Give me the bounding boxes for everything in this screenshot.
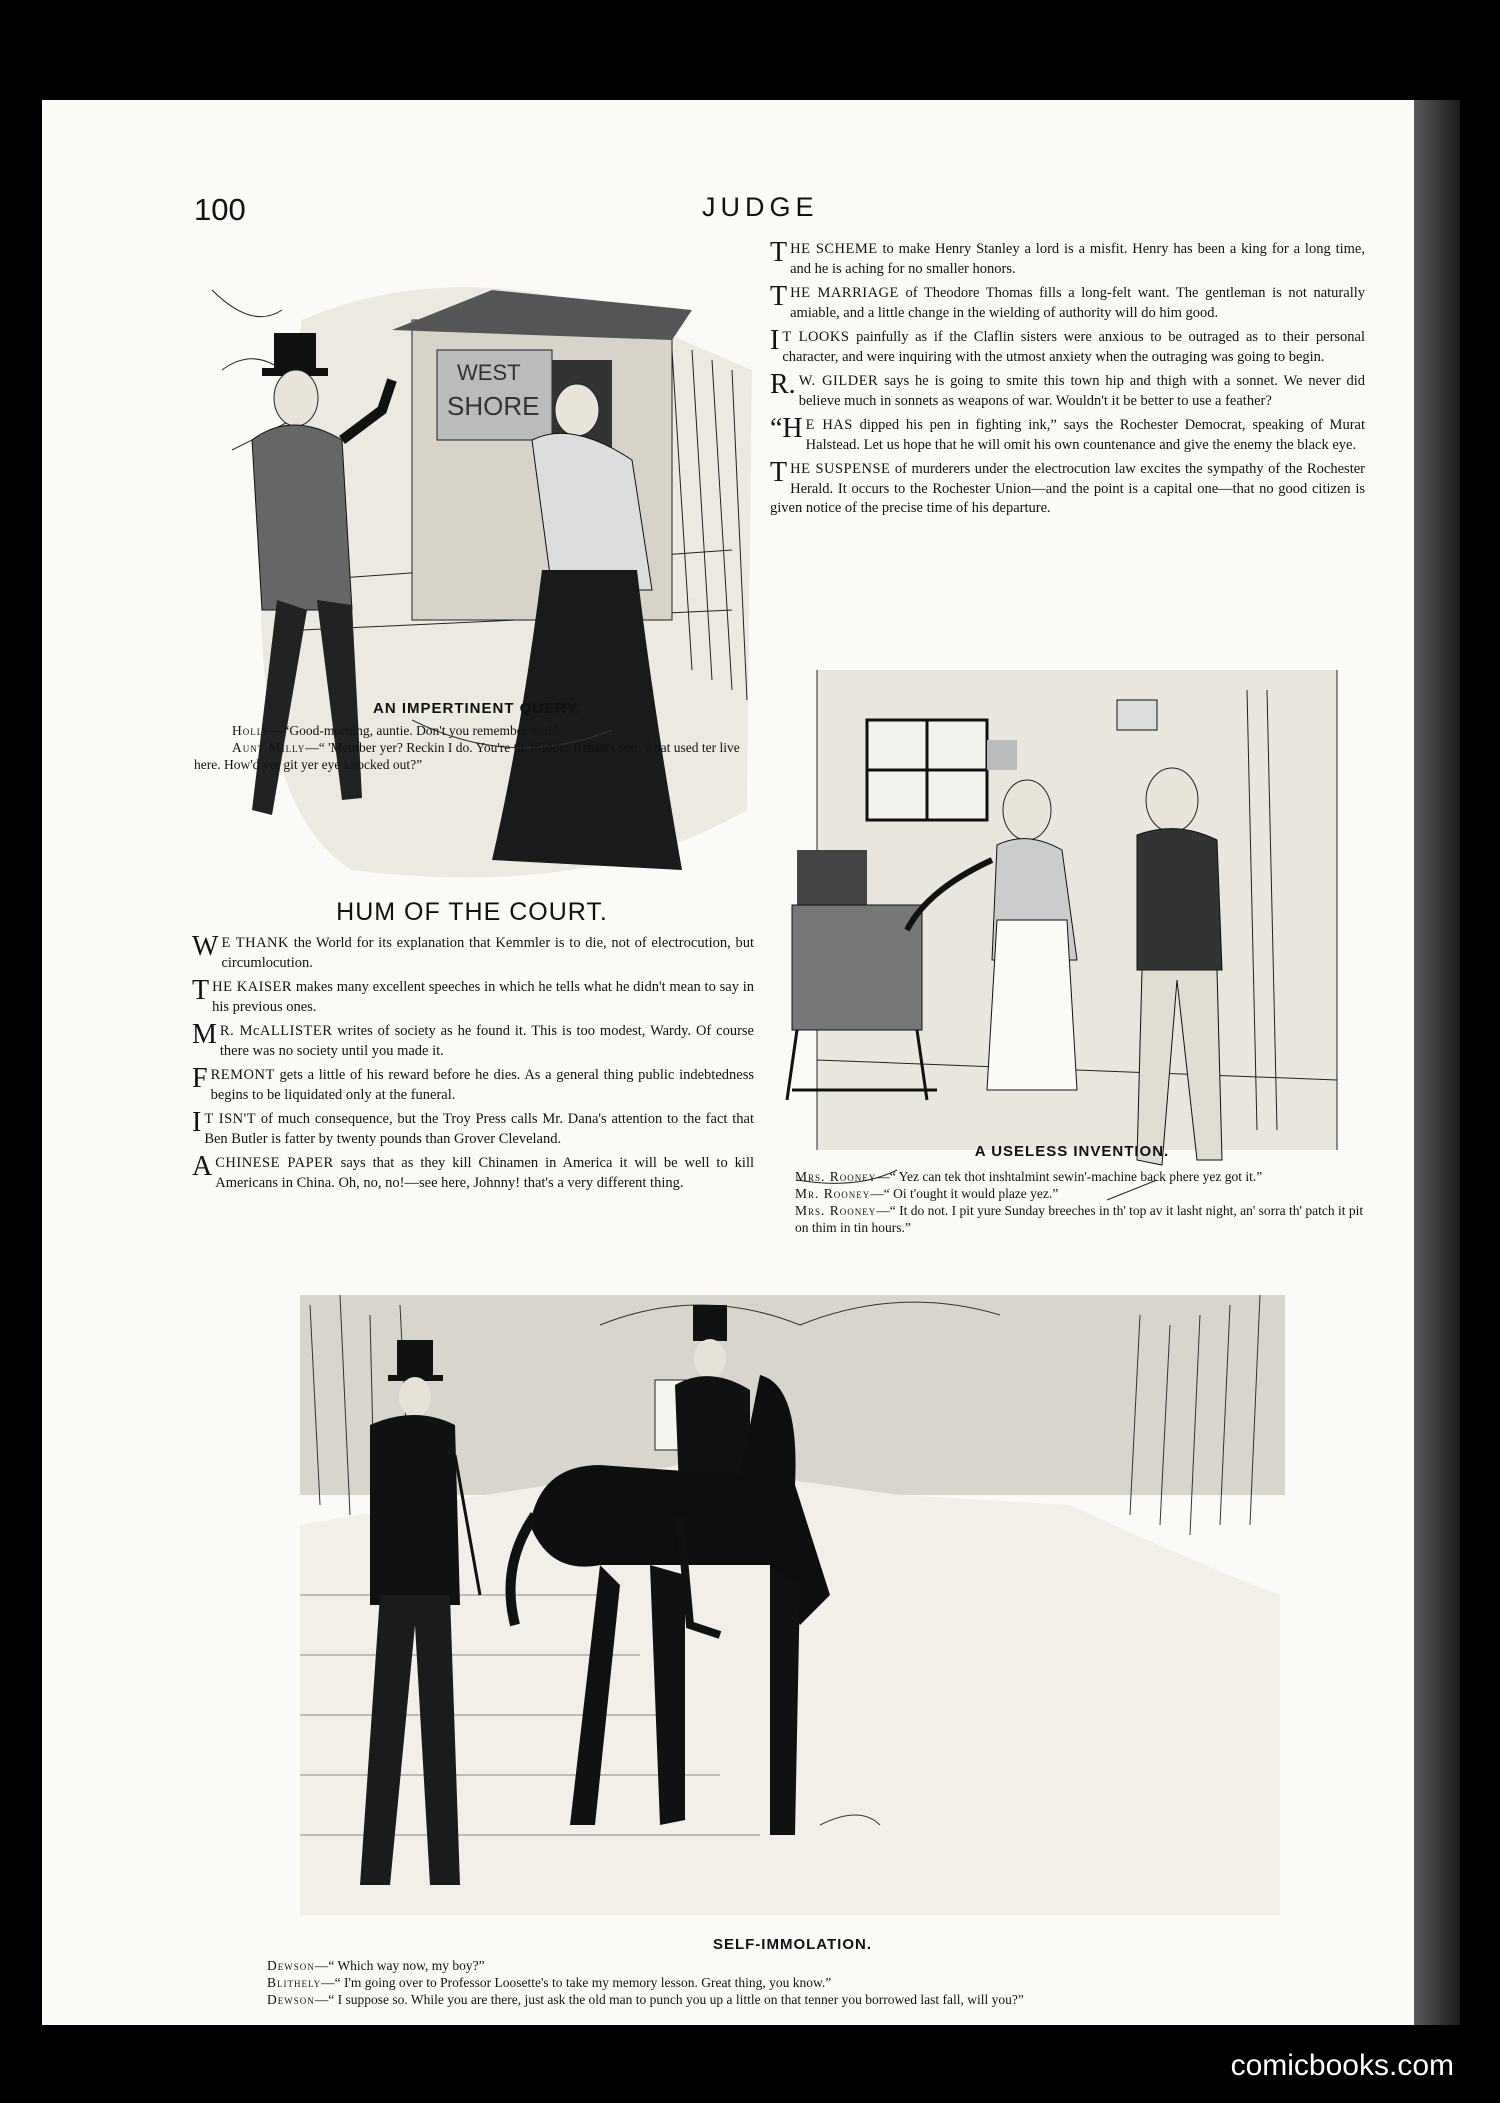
sign-text-west: WEST	[457, 360, 521, 385]
cartoon3-title: SELF-IMMOLATION.	[712, 1936, 873, 1953]
cartoon2-line	[777, 1185, 1370, 1202]
sign-text-shore: SHORE	[447, 391, 540, 421]
book-spine	[1414, 100, 1460, 2025]
hum-paragraph: M R. McALLISTER writes of society as he found it. This is too modest, Wardy. Of course there was no society until you made it.	[192, 1019, 754, 1059]
cartoon-self-immolation-illustration	[300, 1265, 1285, 1920]
hum-column	[192, 931, 755, 1198]
dialog-text: —“Good-morning, auntie. Don't you remember me?”	[269, 723, 560, 738]
item-paragraph: R. W. GILDER says he is going to smite this town hip and thigh with a sonnet. We never did believe much in sonnets as weapons of war. Wouldn't it be better to use a feather?	[770, 369, 1365, 409]
cartoon1-dialog	[194, 722, 762, 773]
hum-paragraph: I T ISN'T of much consequence, but the Troy Press calls Mr. Dana's attention to the fact that Ben Butler is fatter by twenty pounds than Grover Cleveland.	[192, 1107, 754, 1147]
cartoon2-line	[777, 1202, 1370, 1236]
item-paragraph: THE MARRIAGE of Theodore Thomas fills a long-felt want. The gentleman is not naturally amiable, and a little change in the wielding of authority will do him good.	[770, 281, 1365, 321]
cartoon1-line	[194, 739, 762, 773]
cartoon-impertinent-query-illustration	[192, 250, 762, 890]
item-paragraph: I T LOOKS painfully as if the Claflin sisters were anxious to be outraged as to their personal character, and were inquiring with the utmost anxiety when the outraging was going to begin.	[770, 325, 1366, 365]
hum-paragraph: THE KAISER makes many excellent speeches in which he tells what he didn't mean to say in his previous ones.	[192, 975, 754, 1015]
watermark: comicbooks.com	[1230, 2049, 1454, 2082]
cartoon2-dialog	[777, 1168, 1370, 1236]
hum-of-the-court-heading: HUM OF THE COURT.	[336, 898, 608, 926]
speaker-name: Dewson	[267, 1992, 315, 2007]
cartoon3-line	[267, 1991, 1367, 2008]
speaker-name: Dewson	[267, 1958, 315, 1973]
item-paragraph: “H E HAS dipped his pen in fighting ink,” says the Rochester Democrat, speaking of Murat Halstead. Let us hope that he will omit his own countenance and give the enemy the black eye.	[770, 413, 1365, 453]
cartoon1-title: AN IMPERTINENT QUERY.	[373, 700, 581, 717]
page-number: 100	[194, 192, 246, 227]
hum-paragraph: W E THANK the World for its explanation that Kemmler is to die, not of electrocution, but circumlocution.	[192, 931, 755, 971]
hum-paragraph: A CHINESE PAPER says that as they kill Chinamen in America it will be well to kill Americans in China. Oh, no, no!—see here, Johnny! that's a very different thing.	[192, 1151, 754, 1191]
cartoon3-dialog	[267, 1957, 1367, 2008]
hum-paragraph: FREMONT gets a little of his reward before he dies. As a general thing public indebtedness begins to be liquidated only at the funeral.	[192, 1063, 754, 1103]
item-paragraph: THE SUSPENSE of murderers under the electrocution law excites the sympathy of the Rochester Herald. It occurs to the Rochester Union—and the point is a capital one—that no good citizen is given notice of the precise time of his departure.	[770, 457, 1365, 516]
magazine-page	[42, 100, 1460, 2025]
cartoon2-title: A USELESS INVENTION.	[974, 1143, 1170, 1160]
dialog-text: —“ Oi t'ought it would plaze yez.”	[870, 1186, 1059, 1201]
dialog-text: —“ I'm going over to Professor Loosette's to take my memory lesson. Great thing, you know.”	[321, 1975, 832, 1990]
speaker-name: Mrs. Rooney	[795, 1203, 877, 1218]
dialog-text: —“ Which way now, my boy?”	[314, 1958, 485, 1973]
right-text-column	[770, 237, 1366, 524]
item-paragraph: THE SCHEME to make Henry Stanley a lord is a misfit. Henry has been a king for a long time, and he is aching for no smaller honors.	[770, 237, 1365, 277]
cartoon3-line	[267, 1957, 1367, 1974]
cartoon3-line	[267, 1974, 1367, 1991]
speaker-name: Mrs. Rooney	[795, 1169, 877, 1184]
masthead: JUDGE	[702, 192, 819, 222]
dialog-text: —“ 'Member yer? Reckin I do. You're th' Widder Bemis's son, what used ter live here. How'd yer git yer eye knocked out?”	[194, 740, 740, 772]
cartoon1-line	[232, 722, 762, 739]
dialog-text: —“ It do not. I pit yure Sunday breeches in th' top av it lasht night, an' sorra th' patch it pit on thim in tin hours.”	[795, 1203, 1364, 1235]
speaker-name: Mr. Rooney	[795, 1186, 871, 1201]
dialog-text: —“ Yez can tek thot inshtalmint sewin'-machine back phere yez got it.”	[876, 1169, 1263, 1184]
speaker-name: Aunt Milly	[232, 740, 306, 755]
speaker-name: Blithely	[267, 1975, 322, 1990]
cartoon2-line	[777, 1168, 1370, 1185]
dialog-text: —“ I suppose so. While you are there, just ask the old man to punch you up a little on that tenner you borrowed last fall, will you?”	[314, 1992, 1024, 2007]
speaker-name: Holly	[232, 723, 270, 738]
